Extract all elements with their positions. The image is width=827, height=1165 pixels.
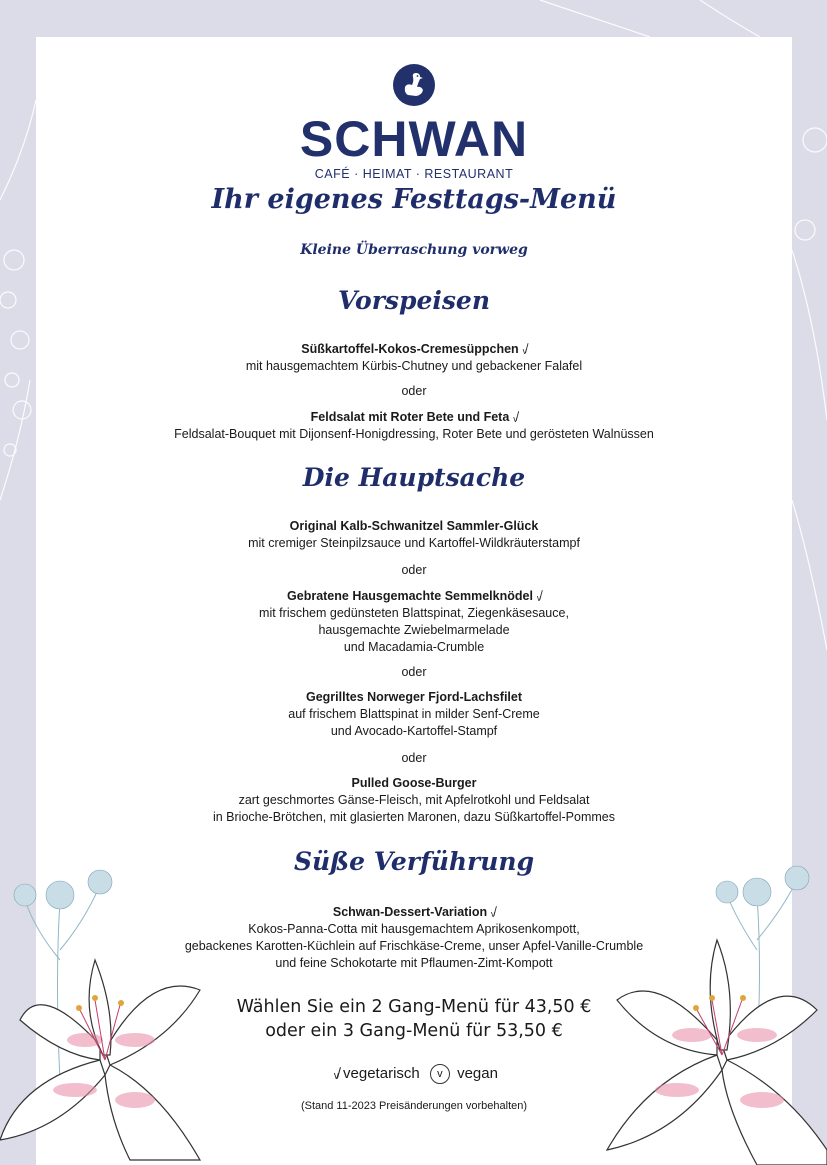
diet-legend [36,1064,792,1084]
menu-item [36,904,792,972]
item-name: Gebratene Hausgemachte Semmelknödel [287,589,533,603]
brand-tagline: CAFÉ · HEIMAT · RESTAURANT [314,167,514,181]
menu-item [36,689,792,740]
item-name: Feldsalat mit Roter Bete und Feta [310,410,510,424]
item-description: und Avocado-Kartoffel-Stampf [330,724,498,738]
legend-vegan: vegan [457,1064,498,1082]
swan-logo-icon [392,63,436,107]
section-heading-starters: Vorspeisen [337,286,491,315]
item-description: Kokos-Panna-Cotta mit hausgemachtem Aprikosenkompott, [248,922,580,936]
oder-separator: oder [401,751,427,765]
menu-item [36,409,792,443]
item-description: mit hausgemachtem Kürbis-Chutney und gebackener Falafel [245,359,583,373]
vegan-circle-icon: v [430,1064,450,1084]
vegetarian-leaf-icon: ᵥ̸ [513,410,518,424]
menu-item [36,518,792,552]
vegetarian-leaf-icon: ᵥ̸ [536,589,541,603]
vegetarian-leaf-icon: ᵥ̸ [334,1064,339,1082]
oder-separator: oder [401,563,427,577]
oder-separator: oder [401,384,427,398]
logo [36,63,792,181]
item-name: Pulled Goose-Burger [351,776,477,790]
menu-page [36,37,792,1165]
oder-separator: oder [401,665,427,679]
disclaimer: (Stand 11-2023 Preisänderungen vorbehalten) [300,1100,528,1112]
item-description: mit cremiger Steinpilzsauce und Kartoffel-Wildkräuterstampf [248,536,580,550]
vegetarian-leaf-icon: ᵥ̸ [522,342,527,356]
item-name: Schwan-Dessert-Variation [332,905,488,919]
menu-item [36,341,792,375]
item-description: gebackenes Karotten-Küchlein auf Frischkäse-Creme, unser Apfel-Vanille-Crumble [184,939,644,953]
item-description: Feldsalat-Bouquet mit Dijonsenf-Honigdressing, Roter Bete und gerösteten Walnüssen [174,427,654,441]
item-name: Original Kalb-Schwanitzel Sammler-Glück [289,519,539,533]
item-name: Gegrilltes Norweger Fjord-Lachsfilet [305,690,522,704]
item-description: und Macadamia-Crumble [343,640,485,654]
section-heading-mains: Die Hauptsache [302,463,526,492]
price-line-3-course: oder ein 3 Gang-Menü für 53,50 € [265,1021,563,1041]
menu-item [36,588,792,656]
item-description: in Brioche-Brötchen, mit glasierten Maronen, dazu Süßkartoffel-Pommes [212,810,616,824]
price-info [36,995,792,1043]
price-line-2-course: Wählen Sie ein 2 Gang-Menü für 43,50 € [236,997,592,1017]
legend-vegetarian: vegetarisch [343,1064,420,1082]
brand-name: SCHWAN [299,111,529,167]
menu-title: Ihr eigenes Festtags-Menü [211,184,617,215]
item-description: auf frischem Blattspinat in milder Senf-Creme [288,707,540,721]
vegetarian-leaf-icon: ᵥ̸ [491,905,496,919]
menu-item [36,775,792,826]
item-name: Süßkartoffel-Kokos-Cremesüppchen [301,342,519,356]
item-description: hausgemachte Zwiebelmarmelade [318,623,510,637]
item-description: zart geschmortes Gänse-Fleisch, mit Apfelrotkohl und Feldsalat [238,793,590,807]
item-description: und feine Schokotarte mit Pflaumen-Zimt-Kompott [275,956,553,970]
section-heading-dessert: Süße Verführung [293,847,535,876]
item-description: mit frischem gedünsteten Blattspinat, Ziegenkäsesauce, [259,606,569,620]
menu-subtitle: Kleine Überraschung vorweg [300,242,528,258]
